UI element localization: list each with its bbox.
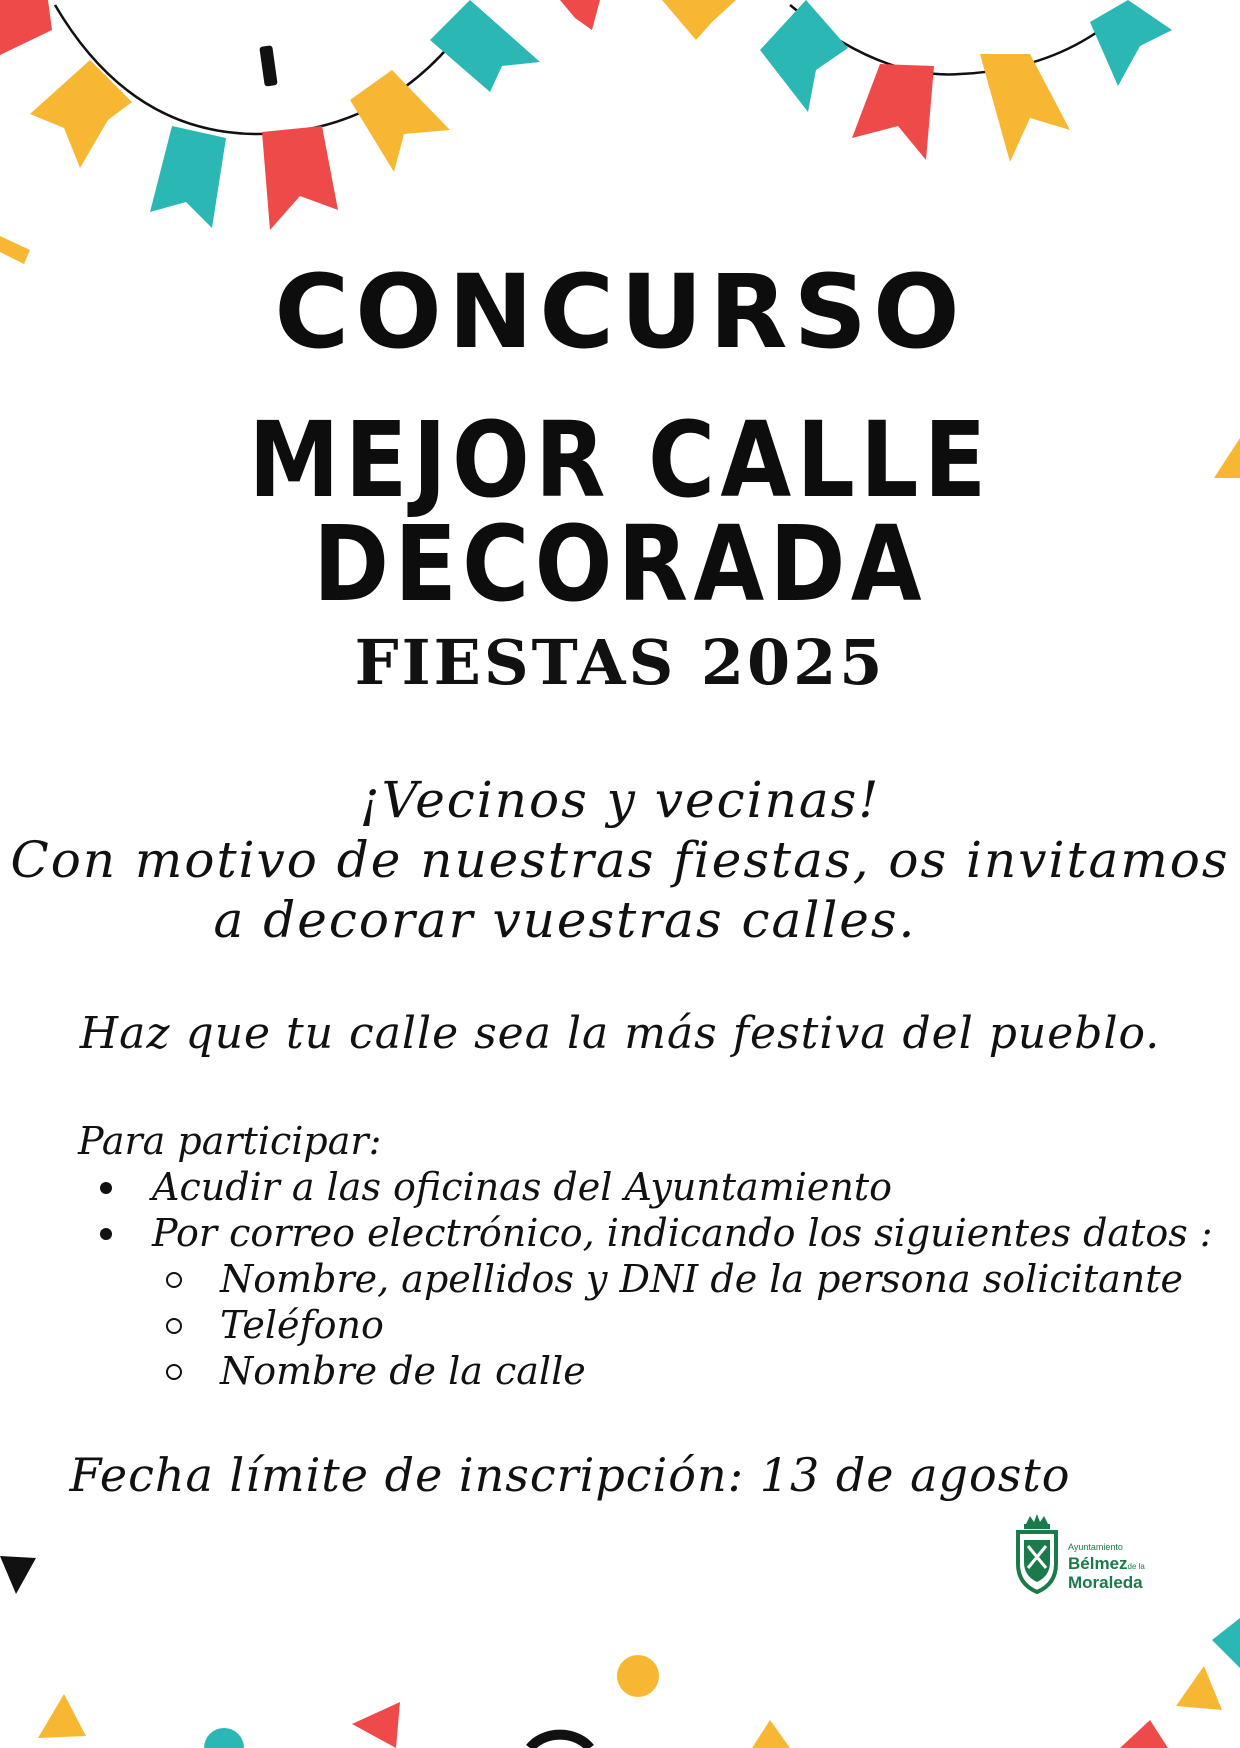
flag-teal-icon (150, 126, 226, 228)
yellow-dot-icon (617, 1655, 659, 1697)
logo-name-line-1: Bélmezde la (1068, 1554, 1145, 1573)
yellow-triangle-icon (1214, 438, 1240, 478)
yellow-triangle-icon (38, 1694, 86, 1738)
sub-list-item: Nombre, apellidos y DNI de la persona solicitante (78, 1256, 1213, 1302)
intro-text (0, 770, 1240, 950)
tagline: Haz que tu calle sea la más festiva del pueblo. (79, 1008, 1161, 1059)
subtitle: FIESTAS 2025 (354, 626, 886, 699)
logo-small-text: Ayuntamiento (1068, 1542, 1123, 1552)
flag-teal-icon (1090, 0, 1172, 86)
participation-list (78, 1164, 1213, 1394)
yellow-triangle-icon (1176, 1666, 1222, 1710)
municipal-logo (1012, 1512, 1172, 1604)
black-arc-icon (530, 1735, 590, 1748)
title-line-1: CONCURSO (274, 253, 966, 372)
flag-yellow-icon (662, 0, 736, 40)
flag-red-icon (560, 0, 600, 30)
list-item: Por correo electrónico, indicando los siguientes datos : (78, 1210, 1213, 1256)
black-dash-icon (259, 45, 277, 86)
list-item: Acudir a las oficinas del Ayuntamiento (78, 1164, 1213, 1210)
participation-label: Para participar: (78, 1119, 382, 1163)
sub-list-item: Nombre de la calle (78, 1348, 1213, 1394)
red-triangle-icon (1120, 1720, 1168, 1748)
deadline-text: Fecha límite de inscripción: 13 de agosto (69, 1448, 1071, 1502)
flag-red-icon (852, 64, 934, 160)
flag-teal-icon (760, 0, 848, 112)
intro-line-1: ¡Vecinos y vecinas! (359, 771, 881, 829)
sub-list-item: Teléfono (78, 1302, 1213, 1348)
teal-triangle-icon (1212, 1618, 1240, 1668)
flag-yellow-icon (30, 60, 132, 168)
participation-section (78, 1118, 1213, 1394)
flag-yellow-icon (980, 54, 1070, 162)
yellow-dash-icon (0, 236, 30, 264)
flag-red-icon (0, 0, 52, 55)
flag-teal-icon (430, 0, 540, 92)
intro-line-2: Con motivo de nuestras fiestas, os invitamos (10, 831, 1230, 889)
flag-red-icon (262, 126, 338, 230)
red-triangle-icon (352, 1702, 400, 1748)
coat-of-arms-icon (1012, 1512, 1062, 1604)
flag-yellow-icon (350, 70, 450, 172)
intro-line-3: a decorar vuestras calles. (213, 891, 917, 949)
logo-name-line-2: Moraleda (1068, 1573, 1143, 1592)
yellow-triangle-icon (752, 1720, 790, 1748)
teal-dot-icon (204, 1728, 244, 1748)
title-line-2: MEJOR CALLE DECORADA (248, 399, 992, 625)
black-triangle-icon (0, 1556, 36, 1594)
